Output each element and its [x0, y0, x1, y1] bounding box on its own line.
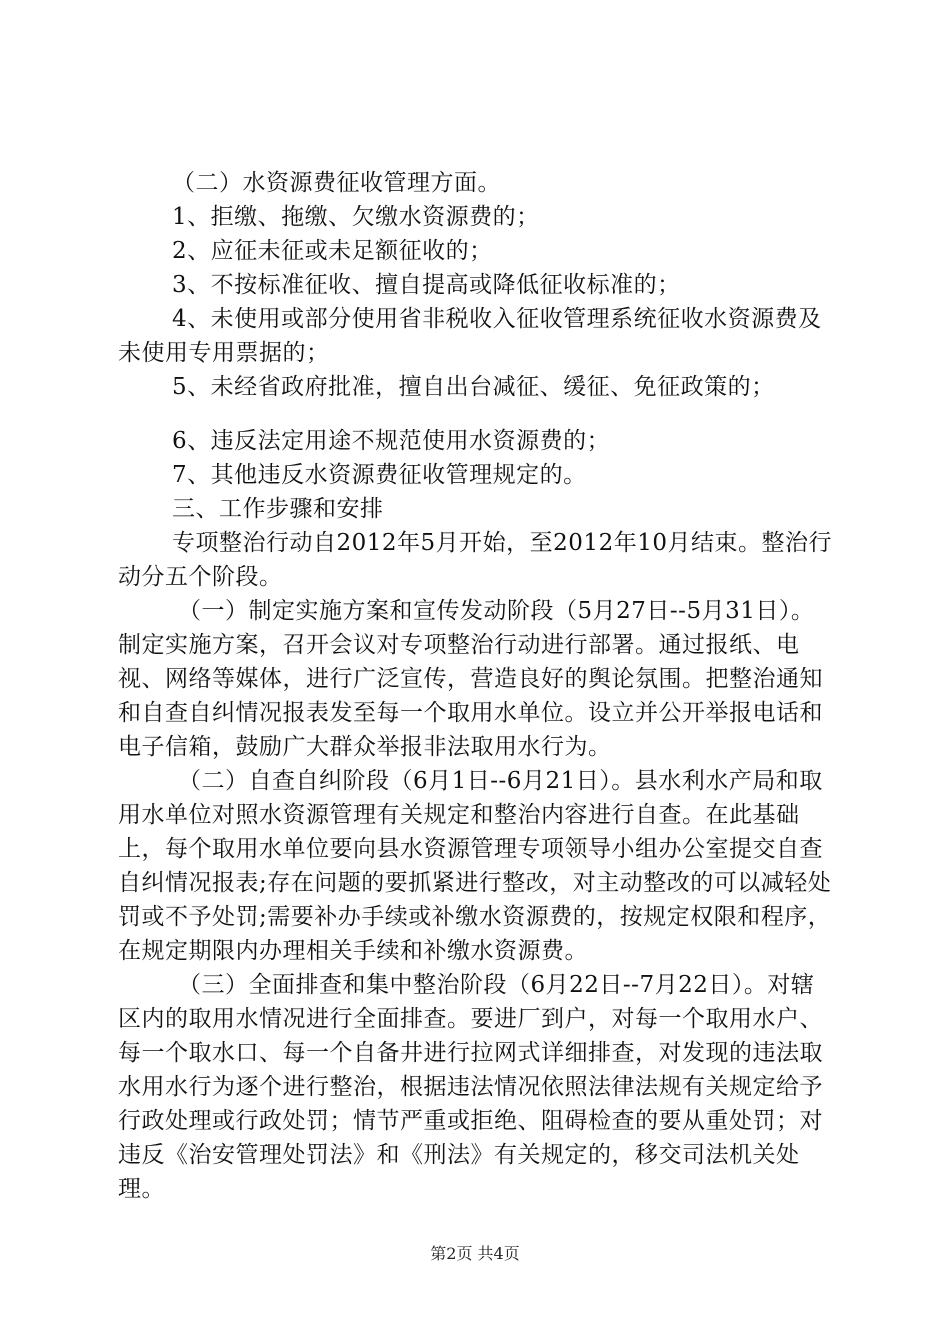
list-item-3: 3、不按标准征收、擅自提高或降低征收标准的； [172, 272, 681, 298]
list-item-6: 6、违反法定用途不规范使用水资源费的； [172, 428, 611, 454]
paragraph-schedule: 专项整治行动自2012年5月开始，至2012年10月结束。整治行动分五个阶段。 [118, 530, 832, 590]
paragraph-phase-2: （二）自查自纠阶段（6月1日--6月21日）。县水利水产局和取用水单位对照水资源管理有关规定和整治内容进行自查。在此基础上，每个取用水单位要向县水资源管理专项领导小组办公室提交自查自纠情况报表;存在问题的要抓紧进行整改，对主动整改的可以减轻处罚或不予处罚;需要补办手续或补缴水资源费的，按规定权限和程序，在规定期限内办理相关手续和补缴水资源费。 [118, 768, 832, 964]
list-item-4: 4、未使用或部分使用省非税收入征收管理系统征收水资源费及未使用专用票据的； [118, 306, 822, 366]
page-number-footer: 第2页 共4页 [430, 1244, 520, 1263]
list-item-2: 2、应征未征或未足额征收的； [172, 238, 493, 264]
list-item-7: 7、其他违反水资源费征收管理规定的。 [172, 462, 587, 488]
section-heading-steps: 三、工作步骤和安排 [172, 496, 384, 522]
list-item-5: 5、未经省政府批准，擅自出台减征、缓征、免征政策的； [172, 374, 775, 400]
document-body [118, 166, 834, 1206]
list-item-1: 1、拒缴、拖缴、欠缴水资源费的； [172, 204, 540, 230]
section-heading-water-fee: （二）水资源费征收管理方面。 [172, 170, 501, 196]
paragraph-phase-3: （三）全面排查和集中整治阶段（6月22日--7月22日）。对辖区内的取用水情况进行全面排查。要进厂到户，对每一个取用水户、每一个取水口、每一个自备井进行拉网式详细排查，对发现的违法取水用水行为逐个进行整治，根据违法情况依照法律法规有关规定给予行政处理或行政处罚；情节严重或拒绝、阻碍检查的要从重处罚；对违反《治安管理处罚法》和《刑法》有关规定的，移交司法机关处理。 [118, 972, 823, 1202]
paragraph-phase-1: （一）制定实施方案和宣传发动阶段（5月27日--5月31日）。制定实施方案，召开会议对专项整治行动进行部署。通过报纸、电视、网络等媒体，进行广泛宣传，营造良好的舆论氛围。把整治通知和自查自纠情况报表发至每一个取用水单位。设立并公开举报电话和电子信箱，鼓励广大群众举报非法取用水行为。 [118, 598, 823, 760]
